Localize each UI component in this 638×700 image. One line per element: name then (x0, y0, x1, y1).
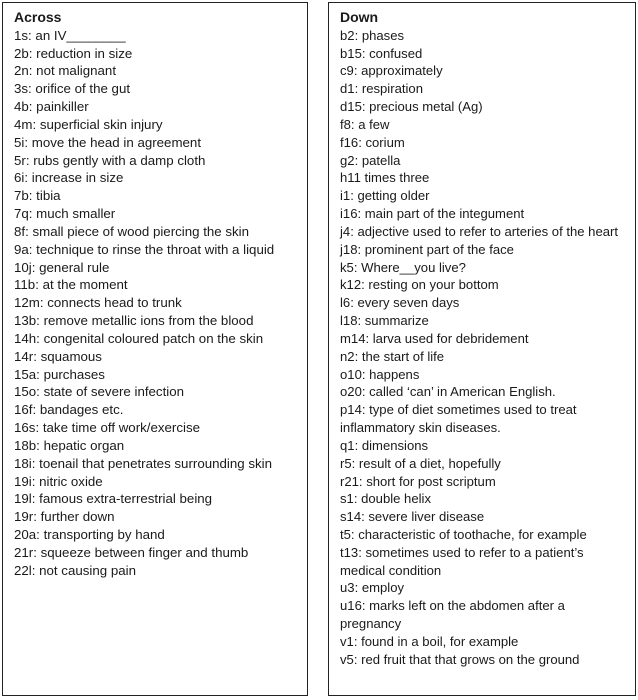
clue-item: 2b: reduction in size (14, 45, 133, 61)
clue-item: 20a: transporting by hand (14, 526, 165, 542)
clue-item: 2n: not malignant (14, 63, 117, 79)
clue-item: 11b: at the moment (14, 277, 128, 293)
clue-item: 4m: superficial skin injury (14, 116, 163, 132)
clue-item: n2: the start of life (340, 348, 445, 364)
clue-item: t5: characteristic of toothache, for example (340, 526, 587, 542)
across-clue-list (14, 27, 307, 580)
clue-item: 18b: hepatic organ (14, 437, 125, 453)
clue-item: v1: found in a boil, for example (340, 633, 519, 649)
clue-item: v5: red fruit that that grows on the ground (340, 651, 580, 667)
clue-item: s14: severe liver disease (340, 509, 485, 525)
clue-item: m14: larva used for debridement (340, 330, 529, 346)
clue-item: r5: result of a diet, hopefully (340, 455, 501, 471)
clue-item: u3: employ (340, 580, 405, 596)
clue-item: 19i: nitric oxide (14, 473, 103, 489)
clue-item: b15: confused (340, 45, 423, 61)
clue-item: o10: happens (340, 366, 420, 382)
clue-item: d1: respiration (340, 81, 423, 97)
clue-item: f8: a few (340, 116, 390, 132)
clue-item: 16s: take time off work/exercise (14, 420, 200, 436)
clue-item: 18i: toenail that penetrates surrounding skin (14, 455, 272, 471)
clue-item: 15o: state of severe infection (14, 384, 185, 400)
clue-item: s1: double helix (340, 491, 431, 507)
clue-item: 19r: further down (14, 509, 115, 525)
clue-item: u16: marks left on the abdomen after a (340, 598, 565, 614)
clue-item: j4: adjective used to refer to arteries of the heart (340, 223, 619, 239)
clue-item: k5: Where__you live? (340, 259, 466, 275)
clue-item: h11 times three (340, 170, 430, 186)
clue-item: 1s: an IV________ (14, 27, 126, 43)
down-heading: Down (340, 9, 379, 25)
clue-item: 6i: increase in size (14, 170, 124, 186)
clue-item: o20: called ‘can’ in American English. (340, 384, 556, 400)
clue-item: 7b: tibia (14, 188, 61, 204)
clue-item: 22l: not causing pain (14, 562, 136, 578)
clue-item: g2: patella (340, 152, 401, 168)
clue-item: 7q: much smaller (14, 206, 116, 222)
clue-item: 16f: bandages etc. (14, 402, 124, 418)
clue-item: pregnancy (340, 616, 402, 632)
clue-item: k12: resting on your bottom (340, 277, 499, 293)
clue-item: q1: dimensions (340, 437, 429, 453)
clue-item: r21: short for post scriptum (340, 473, 496, 489)
clue-item: 10j: general rule (14, 259, 110, 275)
clue-item: 14h: congenital coloured patch on the skin (14, 330, 264, 346)
clue-item: i1: getting older (340, 188, 430, 204)
clue-item: t13: sometimes used to refer to a patient’s (340, 544, 584, 560)
clue-item: l18: summarize (340, 313, 429, 329)
clue-item: i16: main part of the integument (340, 206, 525, 222)
clue-item: 4b: painkiller (14, 99, 89, 115)
across-heading: Across (14, 9, 62, 25)
clue-item: b2: phases (340, 27, 405, 43)
clue-item: 5r: rubs gently with a damp cloth (14, 152, 206, 168)
clue-item: f16: corium (340, 134, 405, 150)
across-clues-panel (2, 2, 308, 696)
clue-item: 9a: technique to rinse the throat with a liquid (14, 241, 275, 257)
clue-item: 3s: orifice of the gut (14, 81, 131, 97)
clue-item: medical condition (340, 562, 442, 578)
clue-item: l6: every seven days (340, 295, 460, 311)
clue-item: d15: precious metal (Ag) (340, 99, 483, 115)
clue-item: 19l: famous extra-terrestrial being (14, 491, 213, 507)
clue-item: 14r: squamous (14, 348, 102, 364)
clue-item: 5i: move the head in agreement (14, 134, 202, 150)
clue-item: p14: type of diet sometimes used to treat (340, 402, 577, 418)
clue-item: c9: approximately (340, 63, 443, 79)
clue-item: j18: prominent part of the face (340, 241, 514, 257)
clue-item: 13b: remove metallic ions from the blood (14, 313, 254, 329)
down-clue-list (340, 27, 635, 669)
clue-item: 12m: connects head to trunk (14, 295, 182, 311)
down-clues-panel (328, 2, 636, 696)
clue-item: 15a: purchases (14, 366, 105, 382)
clue-item: 8f: small piece of wood piercing the skin (14, 223, 250, 239)
clue-item: inflammatory skin diseases. (340, 420, 501, 436)
clue-item: 21r: squeeze between finger and thumb (14, 544, 249, 560)
